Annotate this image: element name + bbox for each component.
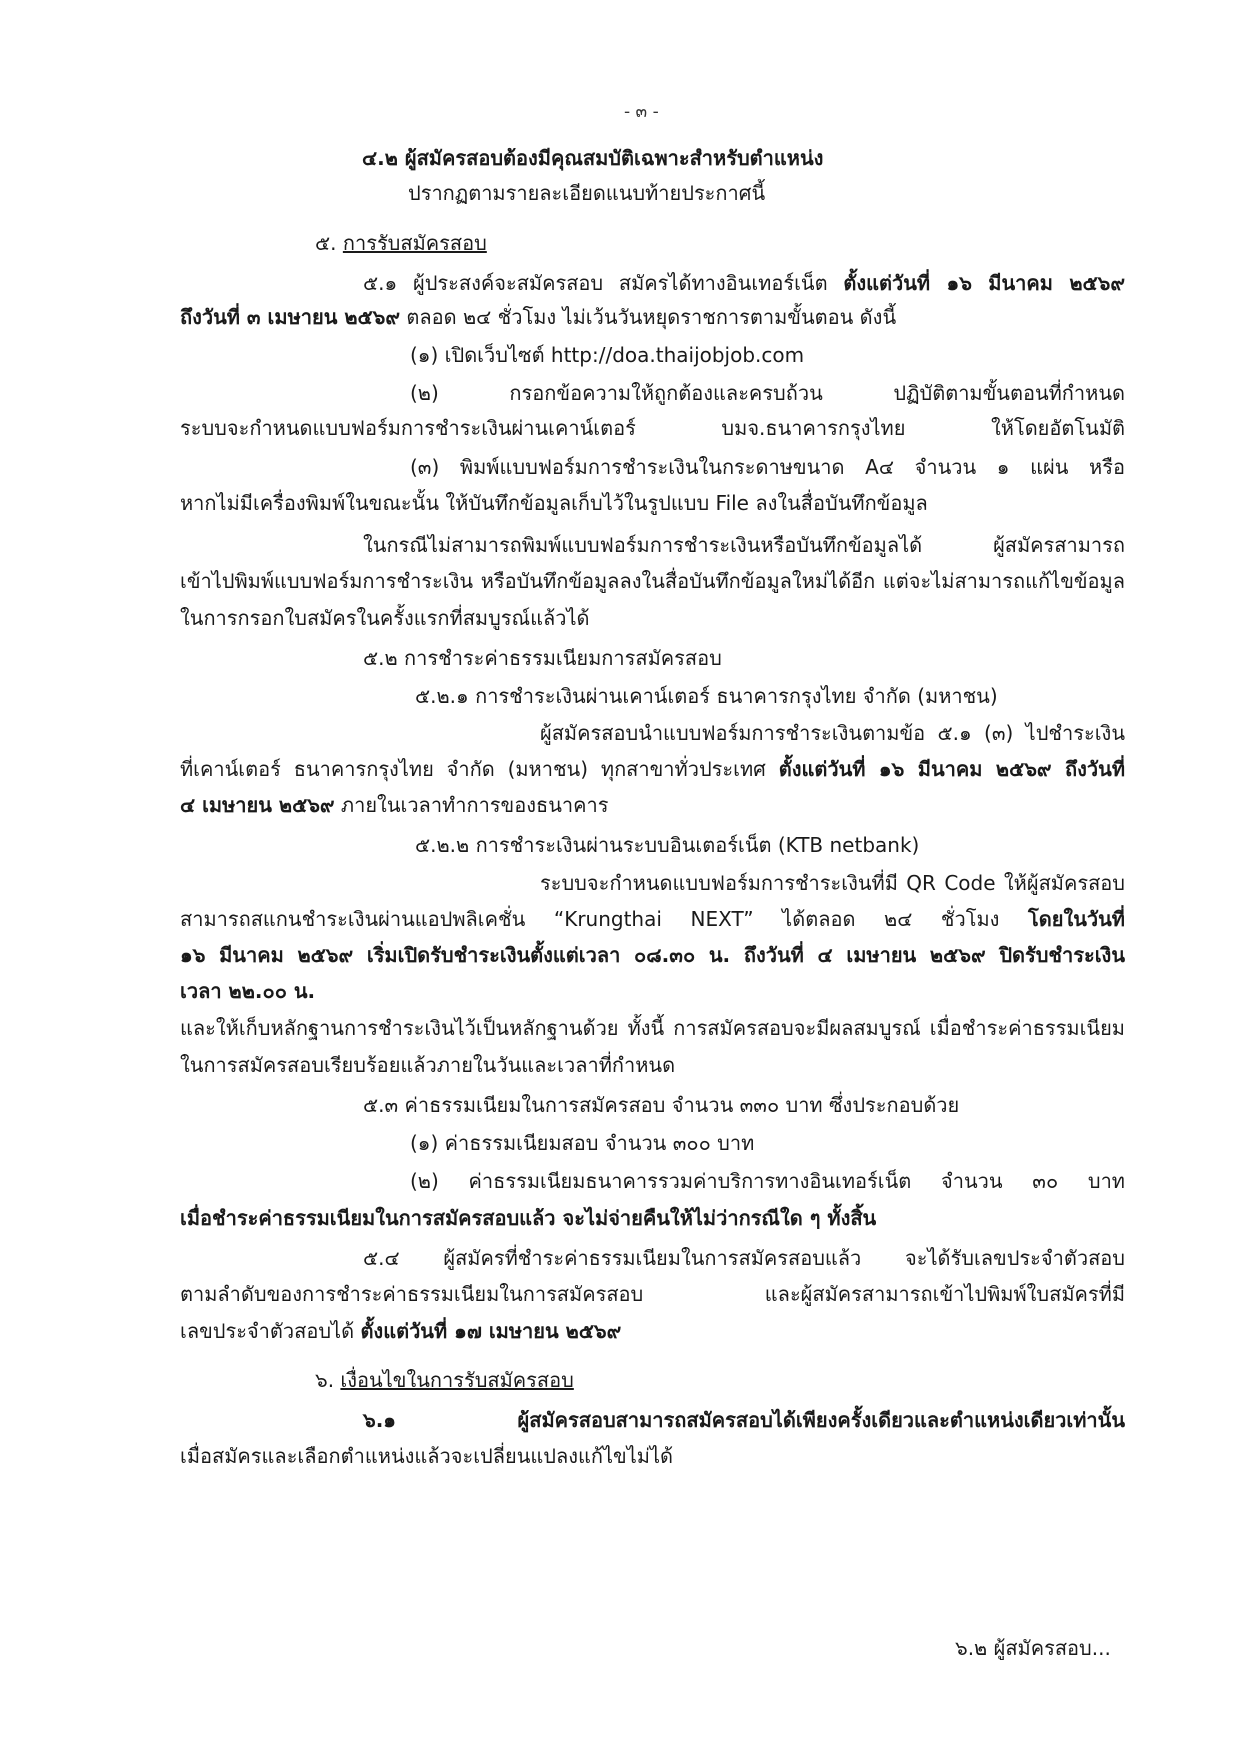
- para-5-2-1-line1: ผู้สมัครสอบนำแบบฟอร์มการชำระเงินตามข้อ ๕.๑ (๓) ไปชำระเงิน: [540, 721, 1125, 745]
- para-5-2-end-line1: และให้เก็บหลักฐานการชำระเงินไว้เป็นหลักฐานด้วย ทั้งนี้ การสมัครสอบจะมีผลสมบูรณ์ เมื่อชำระค่าธรรมเนียม: [180, 1016, 1125, 1040]
- para-5-2-1-text: ที่เคาน์เตอร์ ธนาคารกรุงไทย จำกัด (มหาชน) ทุกสาขาทั่วประเทศ: [180, 757, 779, 781]
- section-4-2-subtitle: ปรากฏตามรายละเอียดแนบท้ายประกาศนี้: [408, 181, 766, 205]
- para-5-2-2-line4: เวลา ๒๒.๐๐ น.: [180, 979, 316, 1003]
- section-6-heading: [315, 1365, 574, 1395]
- para-5-2-1-line3: [180, 790, 608, 820]
- para-5-2: ๕.๒ การชำระค่าธรรมเนียมการสมัครสอบ: [363, 646, 722, 670]
- para-5-1-line2: [180, 302, 896, 332]
- page-number: - ๓ -: [624, 102, 659, 122]
- para-5-1-date-end: ถึงวันที่ ๓ เมษายน ๒๕๖๙: [180, 305, 401, 329]
- para-5-2-end-line2: ในการสมัครสอบเรียบร้อยแล้วภายในวันและเวลาที่กำหนด: [180, 1053, 676, 1077]
- para-5-2-1-date-start: ตั้งแต่วันที่ ๑๖ มีนาคม ๒๕๖๙ ถึงวันที่: [778, 757, 1126, 781]
- para-5-2-2-line3: ๑๖ มีนาคม ๒๕๖๙ เริ่มเปิดรับชำระเงินตั้งแต่เวลา ๐๘.๓๐ น. ถึงวันที่ ๔ เมษายน ๒๕๖๙ ปิดรับชำระเงิน: [180, 943, 1125, 967]
- para-5-1-text2: ตลอด ๒๔ ชั่วโมง ไม่เว้นวันหยุดราชการตามขั้นตอน ดังนี้: [400, 305, 897, 329]
- section-5-heading: [315, 228, 487, 258]
- para-5-1-text: ๕.๑ ผู้ประสงค์จะสมัครสอบ สมัครได้ทางอินเทอร์เน็ต: [363, 271, 844, 295]
- item-5-1-2-line2: ระบบจะกำหนดแบบฟอร์มการชำระเงินผ่านเคาน์เตอร์ บมจ.ธนาคารกรุงไทย ให้โดยอัตโนมัติ: [180, 416, 1125, 440]
- para-5-2-2-line2: [180, 904, 1125, 934]
- para-5-3: ๕.๓ ค่าธรรมเนียมในการสมัครสอบ จำนวน ๓๓๐ บาท ซึ่งประกอบด้วย: [363, 1093, 960, 1117]
- para-5-4-line2: ตามลำดับของการชำระค่าธรรมเนียมในการสมัครสอบ และผู้สมัครสามารถเข้าไปพิมพ์ใบสมัครที่มี: [180, 1282, 1125, 1306]
- section-4-2-title: ๔.๒ ผู้สมัครสอบต้องมีคุณสมบัติเฉพาะสำหรับตำแหน่ง: [362, 146, 824, 170]
- note-5-1-line3: ในการกรอกใบสมัครในครั้งแรกที่สมบูรณ์แล้วได้: [180, 606, 590, 630]
- section-5-title: การรับสมัครสอบ: [342, 231, 487, 255]
- note-5-3: เมื่อชำระค่าธรรมเนียมในการสมัครสอบแล้ว จะไม่จ่ายคืนให้ไม่ว่ากรณีใด ๆ ทั้งสิ้น: [180, 1206, 877, 1230]
- note-5-1-line1: ในกรณีไม่สามารถพิมพ์แบบฟอร์มการชำระเงินหรือบันทึกข้อมูลได้ ผู้สมัครสามารถ: [363, 533, 1125, 557]
- item-5-1-1: (๑) เปิดเว็บไซต์ http://doa.thaijobjob.com: [410, 343, 805, 367]
- para-5-2-2-text: สามารถสแกนชำระเงินผ่านแอปพลิเคชั่น “Krungthai NEXT” ได้ตลอด ๒๔ ชั่วโมง: [180, 907, 1029, 931]
- item-5-3-2: (๒) ค่าธรรมเนียมธนาคารรวมค่าบริการทางอินเทอร์เน็ต จำนวน ๓๐ บาท: [410, 1169, 1125, 1193]
- item-5-1-2-line1: (๒) กรอกข้อความให้ถูกต้องและครบถ้วน ปฏิบัติตามขั้นตอนที่กำหนด: [410, 381, 1125, 405]
- para-5-2-1-text2: ภายในเวลาทำการของธนาคาร: [334, 793, 609, 817]
- para-6-1-line2: เมื่อสมัครและเลือกตำแหน่งแล้วจะเปลี่ยนแปลงแก้ไขไม่ได้: [180, 1444, 674, 1468]
- para-5-2-2-bold: โดยในวันที่: [1028, 907, 1125, 931]
- para-5-2-1-date-end: ๔ เมษายน ๒๕๖๙: [180, 793, 335, 817]
- item-5-3-1: (๑) ค่าธรรมเนียมสอบ จำนวน ๓๐๐ บาท: [410, 1131, 755, 1155]
- para-5-1-date-start: ตั้งแต่วันที่ ๑๖ มีนาคม ๒๕๖๙: [843, 271, 1125, 295]
- note-5-1-line2: เข้าไปพิมพ์แบบฟอร์มการชำระเงิน หรือบันทึกข้อมูลลงในสื่อบันทึกข้อมูลใหม่ได้อีก แต่จะไม่สามารถแก้ไขข้อมูล: [180, 569, 1125, 593]
- para-5-4-date: ตั้งแต่วันที่ ๑๗ เมษายน ๒๕๖๙: [360, 1319, 622, 1343]
- section-6-number: ๖.: [315, 1368, 335, 1392]
- para-5-2-2-line1: ระบบจะกำหนดแบบฟอร์มการชำระเงินที่มี QR Code ให้ผู้สมัครสอบ: [540, 871, 1125, 895]
- para-5-2-1-line2: [180, 754, 1125, 784]
- item-5-1-3-line2: หากไม่มีเครื่องพิมพ์ในขณะนั้น ให้บันทึกข้อมูลเก็บไว้ในรูปแบบ File ลงในสื่อบันทึกข้อมูล: [180, 491, 928, 515]
- item-5-1-3-line1: (๓) พิมพ์แบบฟอร์มการชำระเงินในกระดาษขนาด A๔ จำนวน ๑ แผ่น หรือ: [410, 455, 1125, 479]
- para-5-4-text: เลขประจำตัวสอบได้: [180, 1319, 361, 1343]
- section-6-title: เงื่อนไขในการรับสมัครสอบ: [340, 1368, 574, 1392]
- para-5-1-line1: [363, 268, 1125, 298]
- para-5-4-line3: [180, 1316, 621, 1346]
- para-6-1-line1: ๖.๑ ผู้สมัครสอบสามารถสมัครสอบได้เพียงครั้งเดียวและตำแหน่งเดียวเท่านั้น: [363, 1408, 1125, 1432]
- para-5-2-1-title: ๕.๒.๑ การชำระเงินผ่านเคาน์เตอร์ ธนาคารกรุงไทย จำกัด (มหาชน): [415, 684, 998, 708]
- section-5-number: ๕.: [315, 231, 337, 255]
- next-page-indicator: ๖.๒ ผู้สมัครสอบ...: [955, 1636, 1111, 1660]
- para-5-2-2-title: ๕.๒.๒ การชำระเงินผ่านระบบอินเตอร์เน็ต (KTB netbank): [415, 833, 920, 857]
- para-5-4-line1: ๕.๔ ผู้สมัครที่ชำระค่าธรรมเนียมในการสมัครสอบแล้ว จะได้รับเลขประจำตัวสอบ: [363, 1246, 1125, 1270]
